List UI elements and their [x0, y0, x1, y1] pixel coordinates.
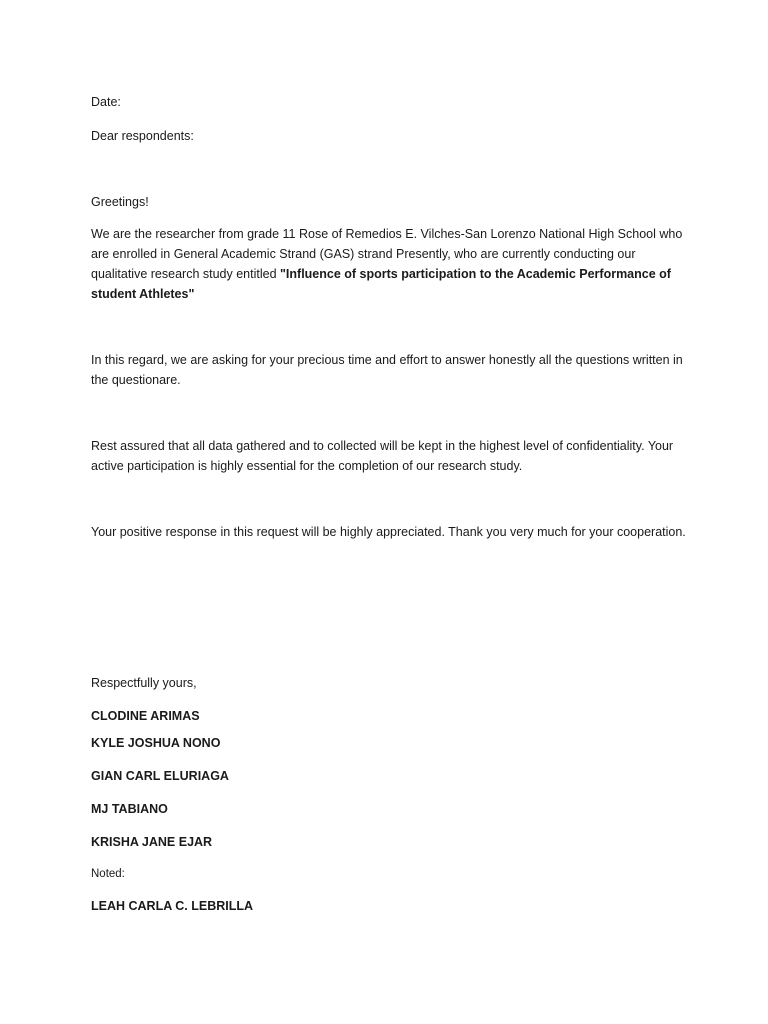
complimentary-close: Respectfully yours,: [91, 676, 197, 690]
intro-text: We are the researcher from grade 11 Rose of Remedios E. Vilches-San Lorenzo National High School who are enrolled in General Academic Strand (GAS) strand Presently, who are currently conducting our qualitative research study entitled: [91, 227, 683, 281]
signatory-name: CLODINE ARIMAS: [91, 709, 200, 723]
adviser-name: LEAH CARLA C. LEBRILLA: [91, 899, 254, 913]
salutation: Dear respondents:: [91, 129, 194, 143]
noted-label: Noted:: [91, 868, 125, 880]
date-label: Date:: [91, 95, 121, 109]
signatory-name: KRISHA JANE EJAR: [91, 835, 213, 849]
signatory-name: MJ TABIANO: [91, 802, 168, 816]
closing-paragraph: Your positive response in this request will be highly appreciated. Thank you very much for your cooperation.: [91, 525, 686, 539]
signatory-name: KYLE JOSHUA NONO: [91, 736, 221, 750]
intro-paragraph: [91, 224, 691, 304]
study-title: "Influence of sports participation to the Academic Performance of student Athletes": [91, 267, 671, 301]
request-paragraph: In this regard, we are asking for your precious time and effort to answer honestly all the questions written in the questionare.: [91, 353, 683, 387]
confidentiality-paragraph: Rest assured that all data gathered and to collected will be kept in the highest level of confidentiality. Your active participation is highly essential for the completion of our research study.: [91, 439, 674, 473]
greeting: Greetings!: [91, 195, 149, 209]
signatory-name: GIAN CARL ELURIAGA: [91, 769, 229, 783]
